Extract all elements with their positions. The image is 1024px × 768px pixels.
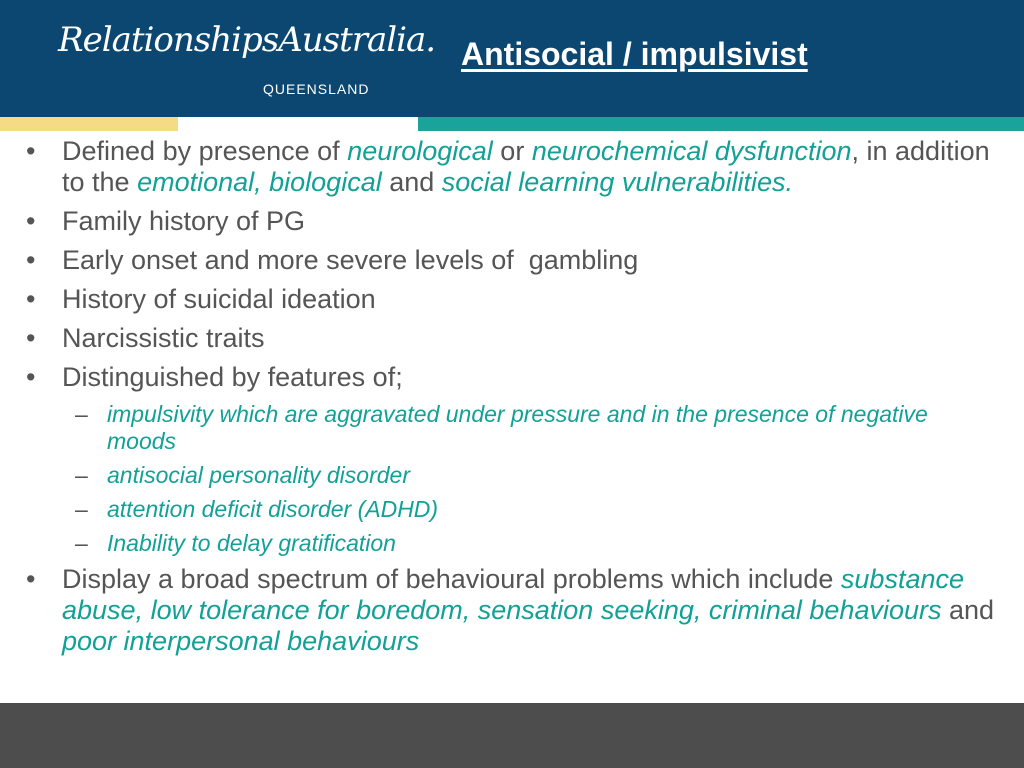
- bullet-marker: •: [26, 206, 36, 236]
- dash-marker: –: [75, 401, 88, 427]
- bullet-item: [0, 564, 1024, 657]
- bullet-text: and: [941, 595, 995, 625]
- bullet-item: [0, 206, 1024, 237]
- sub-bullet-item: [0, 496, 1024, 523]
- bullet-text: Narcissistic traits: [62, 323, 265, 353]
- bullet-item: [0, 323, 1024, 354]
- dash-marker: –: [75, 496, 88, 522]
- emphasis-text: Inability to delay gratification: [107, 530, 396, 556]
- emphasis-text: poor interpersonal behaviours: [62, 626, 420, 656]
- sub-bullet-item: [0, 530, 1024, 557]
- bullet-item: [0, 245, 1024, 276]
- bullet-marker: •: [26, 323, 36, 353]
- accent-band-teal: [418, 117, 1024, 131]
- footer-bar: [0, 703, 1024, 768]
- bullet-marker: •: [26, 245, 36, 275]
- emphasis-text: emotional, biological: [137, 167, 382, 197]
- dash-marker: –: [75, 530, 88, 556]
- emphasis-text: attention deficit disorder (ADHD): [107, 496, 439, 522]
- emphasis-text: neurological: [347, 136, 493, 166]
- emphasis-text: substance abuse, low tolerance for boredom, sensation seeking, criminal behaviours: [62, 564, 964, 625]
- header-bar: [0, 0, 1024, 117]
- bullet-text: or: [492, 136, 532, 166]
- bullet-text: , in addition to the: [62, 136, 990, 197]
- accent-band-gap: [178, 117, 418, 131]
- bullet-text: Display a broad spectrum of behavioural problems which include: [62, 564, 841, 594]
- bullet-marker: •: [26, 564, 36, 594]
- sub-bullet-item: [0, 462, 1024, 489]
- bullet-item: [0, 136, 1024, 198]
- bullet-item: [0, 362, 1024, 393]
- slide-title: Antisocial / impulsivist: [461, 36, 808, 72]
- dash-marker: –: [75, 462, 88, 488]
- bullet-list: [0, 136, 1024, 665]
- bullet-item: [0, 284, 1024, 315]
- bullet-marker: •: [26, 136, 36, 166]
- emphasis-text: social learning vulnerabilities.: [441, 167, 793, 197]
- bullet-text: Family history of PG: [62, 206, 306, 236]
- bullet-text: Distinguished by features of;: [62, 362, 403, 392]
- logo: RelationshipsAustralia.: [58, 20, 436, 60]
- emphasis-text: neurochemical dysfunction: [531, 136, 852, 166]
- logo-subtext: QUEENSLAND: [263, 81, 370, 97]
- emphasis-text: impulsivity which are aggravated under pressure and in the presence of negative moods: [107, 401, 928, 454]
- sub-bullet-item: [0, 401, 1024, 455]
- bullet-text: Early onset and more severe levels of gambling: [62, 245, 639, 275]
- bullet-text: History of suicidal ideation: [62, 284, 376, 314]
- bullet-marker: •: [26, 284, 36, 314]
- bullet-text: and: [381, 167, 442, 197]
- emphasis-text: antisocial personality disorder: [107, 462, 410, 488]
- accent-band-yellow: [0, 117, 178, 131]
- bullet-text: Defined by presence of: [62, 136, 348, 166]
- bullet-marker: •: [26, 362, 36, 392]
